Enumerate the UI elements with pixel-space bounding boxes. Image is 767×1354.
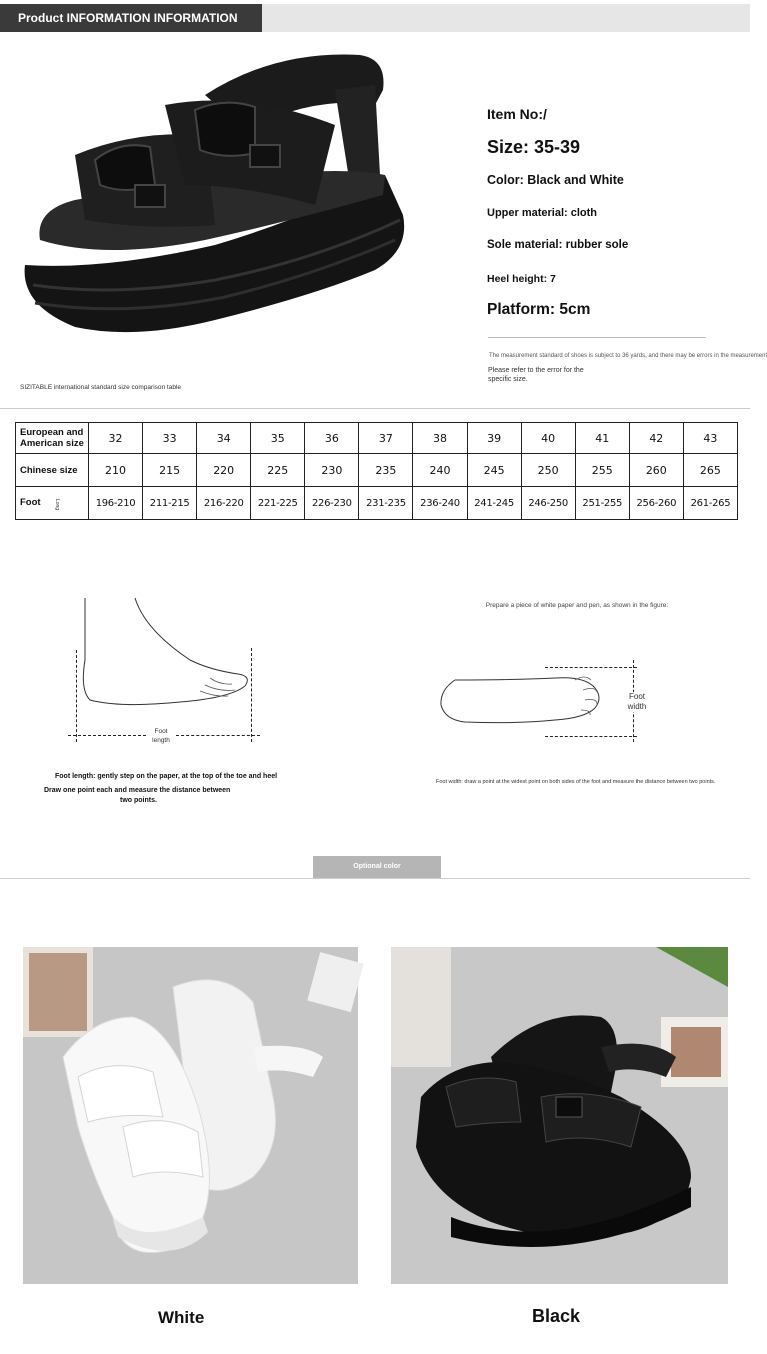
foot-length-label: Foot length bbox=[152, 728, 170, 744]
row-header-foot-unit: Long bbox=[53, 498, 60, 510]
table-cell: 220 bbox=[197, 454, 251, 487]
foot-width-note: Foot width: draw a point at the widest point on both sides of the foot and measure the distance between two points. bbox=[436, 779, 716, 785]
white-color-label: White bbox=[158, 1308, 205, 1327]
foot-length-note-3: two points. bbox=[120, 797, 157, 804]
foot-length-diagram bbox=[60, 590, 270, 750]
color-section-divider bbox=[0, 878, 750, 879]
table-cell: 39 bbox=[467, 423, 521, 454]
table-cell: 41 bbox=[575, 423, 629, 454]
table-cell: 251-255 bbox=[575, 487, 629, 520]
table-cell: 265 bbox=[683, 454, 737, 487]
table-cell: 241-245 bbox=[467, 487, 521, 520]
spec-upper-material: Upper material: cloth bbox=[487, 207, 598, 219]
measurement-note: The measurement standard of shoes is subject to 36 yards, and there may be errors in the measurement bbox=[489, 353, 767, 359]
spec-platform: Platform: 5cm bbox=[487, 301, 591, 318]
table-cell: 256-260 bbox=[629, 487, 683, 520]
table-cell: 255 bbox=[575, 454, 629, 487]
table-cell: 230 bbox=[305, 454, 359, 487]
foot-length-note-2: Draw one point each and measure the distance between bbox=[44, 787, 231, 794]
spec-size: Size: 35-39 bbox=[487, 137, 581, 157]
row-header-eu-us: European and American size bbox=[16, 423, 89, 454]
table-cell: 32 bbox=[89, 423, 143, 454]
foot-length-marker-right bbox=[251, 648, 252, 742]
black-sandal-photo[interactable] bbox=[391, 947, 728, 1284]
table-cell: 43 bbox=[683, 423, 737, 454]
row-header-cn: Chinese size bbox=[16, 454, 89, 487]
table-cell: 196-210 bbox=[89, 487, 143, 520]
product-image-black-sandal bbox=[15, 35, 425, 345]
table-cell: 37 bbox=[359, 423, 413, 454]
table-cell: 34 bbox=[197, 423, 251, 454]
header-title: Product INFORMATION INFORMATION bbox=[0, 4, 262, 32]
table-cell: 216-220 bbox=[197, 487, 251, 520]
table-cell: 215 bbox=[143, 454, 197, 487]
table-cell: 235 bbox=[359, 454, 413, 487]
table-cell: 240 bbox=[413, 454, 467, 487]
foot-width-top-line bbox=[545, 667, 637, 668]
size-comparison-table bbox=[15, 422, 738, 520]
foot-width-label: Foot width bbox=[620, 692, 654, 712]
foot-length-marker-left bbox=[76, 650, 77, 742]
error-note-line1: Please refer to the error for the bbox=[488, 367, 584, 374]
divider bbox=[488, 337, 706, 338]
table-cell: 225 bbox=[251, 454, 305, 487]
white-sandal-photo[interactable] bbox=[23, 947, 358, 1284]
table-cell: 221-225 bbox=[251, 487, 305, 520]
table-cell: 245 bbox=[467, 454, 521, 487]
foot-width-diagram bbox=[435, 660, 635, 740]
black-color-label: Black bbox=[532, 1306, 581, 1326]
table-cell: 211-215 bbox=[143, 487, 197, 520]
table-cell: 261-265 bbox=[683, 487, 737, 520]
table-cell: 250 bbox=[521, 454, 575, 487]
table-row-eu-us bbox=[16, 423, 738, 454]
table-cell: 226-230 bbox=[305, 487, 359, 520]
foot-length-note-1: Foot length: gently step on the paper, at the top of the toe and heel bbox=[55, 773, 278, 780]
table-caption: SIZITABLE international standard size comparison table bbox=[20, 384, 182, 391]
table-cell: 42 bbox=[629, 423, 683, 454]
spec-item-no: Item No:/ bbox=[487, 106, 547, 122]
table-cell: 246-250 bbox=[521, 487, 575, 520]
table-cell: 38 bbox=[413, 423, 467, 454]
spec-heel-height: Heel height: 7 bbox=[487, 273, 556, 285]
table-cell: 35 bbox=[251, 423, 305, 454]
optional-color-title: Optional color bbox=[313, 856, 441, 878]
section-divider bbox=[0, 408, 750, 409]
table-cell: 210 bbox=[89, 454, 143, 487]
row-header-foot bbox=[16, 487, 89, 520]
spec-sole-material: Sole material: rubber sole bbox=[487, 239, 629, 251]
table-cell: 260 bbox=[629, 454, 683, 487]
table-row-cn bbox=[16, 454, 738, 487]
table-cell: 36 bbox=[305, 423, 359, 454]
table-cell: 40 bbox=[521, 423, 575, 454]
foot-length-line-left bbox=[68, 735, 146, 736]
foot-width-bottom-line bbox=[545, 736, 637, 737]
instruction-right: Prepare a piece of white paper and pen, as shown in the figure: bbox=[485, 602, 669, 609]
spec-color: Color: Black and White bbox=[487, 173, 624, 187]
foot-length-line-right bbox=[176, 735, 260, 736]
table-cell: 236-240 bbox=[413, 487, 467, 520]
table-row-foot bbox=[16, 487, 738, 520]
table-cell: 33 bbox=[143, 423, 197, 454]
row-header-foot-label: Foot bbox=[20, 496, 41, 508]
table-cell: 231-235 bbox=[359, 487, 413, 520]
error-note-line2: specific size. bbox=[488, 376, 528, 383]
